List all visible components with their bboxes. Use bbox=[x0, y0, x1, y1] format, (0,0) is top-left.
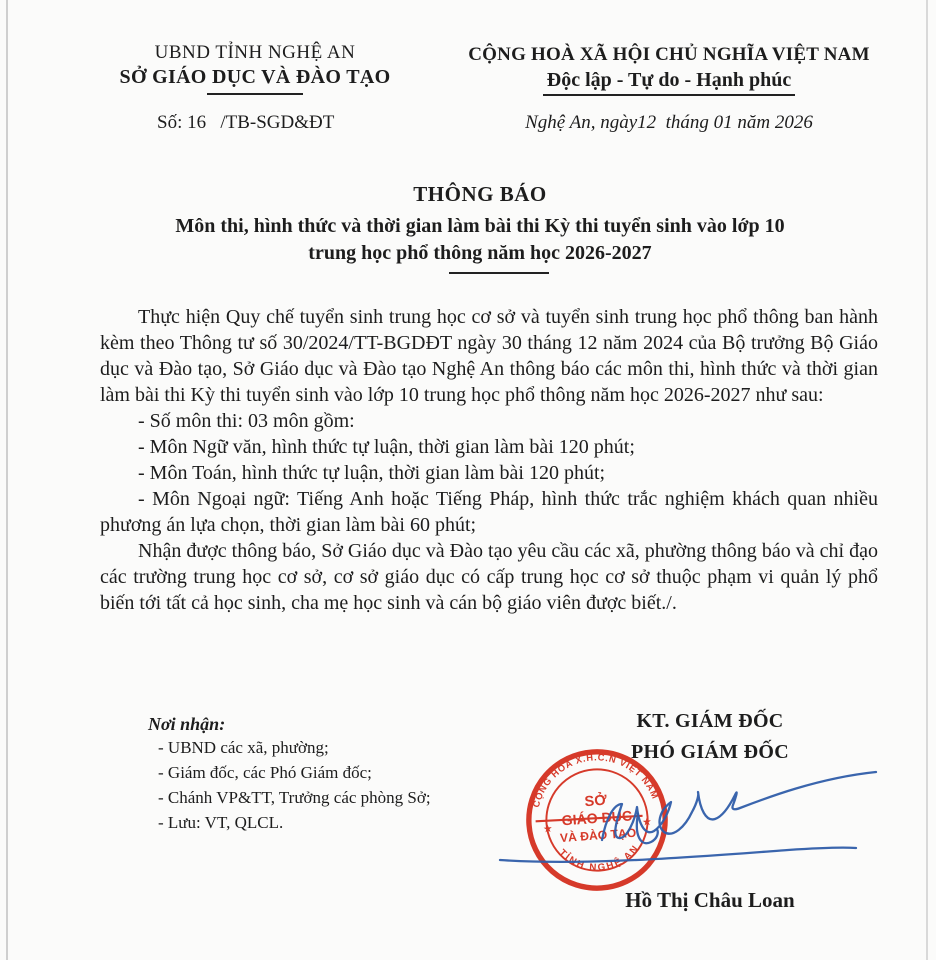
issuer-underline bbox=[207, 93, 303, 95]
signature-scrawl-stroke bbox=[602, 772, 876, 840]
list-item-literature: - Môn Ngữ văn, hình thức tự luận, thời gian làm bài 120 phút; bbox=[138, 436, 635, 458]
national-motto-line1: CỘNG HOÀ XÃ HỘI CHỦ NGHĨA VIỆT NAM bbox=[468, 44, 870, 65]
stamp-star-right-icon: ★ bbox=[641, 815, 653, 829]
stamp-center-line1: SỞ bbox=[584, 792, 608, 811]
signature-position: PHÓ GIÁM ĐỐC bbox=[630, 741, 790, 763]
recipient-item: - Chánh VP&TT, Trưởng các phòng Sở; bbox=[158, 788, 431, 807]
issuer-parent: UBND TỈNH NGHỆ AN bbox=[154, 42, 356, 63]
paragraph-closing: Nhận được thông báo, Sở Giáo dục và Đào tạo yêu cầu các xã, phường thông báo và chỉ đạo các trường trung học cơ sở, cơ sở giáo dục có cấp trung học cơ sở thuộc phạm vi quản lý phổ biến tới tất cả học sinh, cha mẹ học sinh và cán bộ giáo viên được biết./. bbox=[100, 540, 878, 614]
document-subtitle-line2: trung học phổ thông năm học 2026-2027 bbox=[308, 242, 652, 264]
handwritten-signature bbox=[488, 748, 908, 878]
header-national bbox=[438, 44, 900, 96]
document-subtitle-line1: Môn thi, hình thức và thời gian làm bài thi Kỳ thi tuyển sinh vào lớp 10 bbox=[175, 215, 785, 237]
document-title: THÔNG BÁO bbox=[413, 182, 547, 206]
recipient-item: - UBND các xã, phường; bbox=[158, 738, 329, 757]
stamp-arc-top-text: CỘNG HÒA X.H.C.N VIỆT NAM bbox=[530, 752, 661, 809]
document-number: Số: 16 /TB-SGD&ĐT bbox=[157, 112, 335, 133]
stamp-arc-bottom-text: TỈNH NGHỆ AN bbox=[556, 842, 642, 874]
stamp-center-line2: GIÁO DỤC bbox=[561, 807, 633, 829]
date-line: Nghệ An, ngày12 tháng 01 năm 2026 bbox=[525, 112, 813, 133]
document-title-block bbox=[90, 182, 870, 265]
scan-edge-left bbox=[6, 0, 8, 960]
scan-edge-right bbox=[926, 0, 928, 960]
signer-name: Hồ Thị Châu Loan bbox=[625, 888, 795, 912]
list-item-math: - Môn Toán, hình thức tự luận, thời gian làm bài 120 phút; bbox=[138, 462, 606, 484]
national-motto-line2: Độc lập - Tự do - Hạnh phúc bbox=[543, 69, 795, 96]
list-item-foreign-language: - Môn Ngoại ngữ: Tiếng Anh hoặc Tiếng Pháp, hình thức trắc nghiệm khách quan nhiều phương án lựa chọn, thời gian làm bài 60 phút; bbox=[100, 488, 878, 536]
recipient-item: - Giám đốc, các Phó Giám đốc; bbox=[158, 763, 372, 782]
title-underline bbox=[449, 272, 549, 274]
signature-authority: KT. GIÁM ĐỐC bbox=[636, 710, 784, 732]
header-issuer bbox=[70, 42, 440, 95]
recipients-label: Nơi nhận: bbox=[148, 714, 226, 734]
recipient-item: - Lưu: VT, QLCL. bbox=[158, 813, 284, 832]
paragraph-intro: Thực hiện Quy chế tuyển sinh trung học cơ sở và tuyển sinh trung học phổ thông ban hành kèm theo Thông tư số 30/2024/TT-BGDĐT ngày 30 tháng 12 năm 2024 của Bộ trưởng Bộ Giáo dục và Đào tạo, Sở Giáo dục và Đào tạo Nghệ An thông báo các môn thi, hình thức và thời gian làm bài thi Kỳ thi tuyển sinh vào lớp 10 trung học phổ thông năm học 2026-2027 như sau: bbox=[100, 306, 878, 406]
recipients-block bbox=[148, 714, 478, 835]
list-item-subject-count: - Số môn thi: 03 môn gồm: bbox=[138, 410, 355, 432]
document-body bbox=[100, 304, 878, 616]
stamp-center-line3: VÀ ĐÀO TẠO bbox=[559, 825, 637, 846]
stamp-star-left-icon: ★ bbox=[542, 822, 554, 836]
signature-underline-stroke bbox=[500, 848, 856, 862]
issuer-department: SỞ GIÁO DỤC VÀ ĐÀO TẠO bbox=[119, 66, 391, 88]
